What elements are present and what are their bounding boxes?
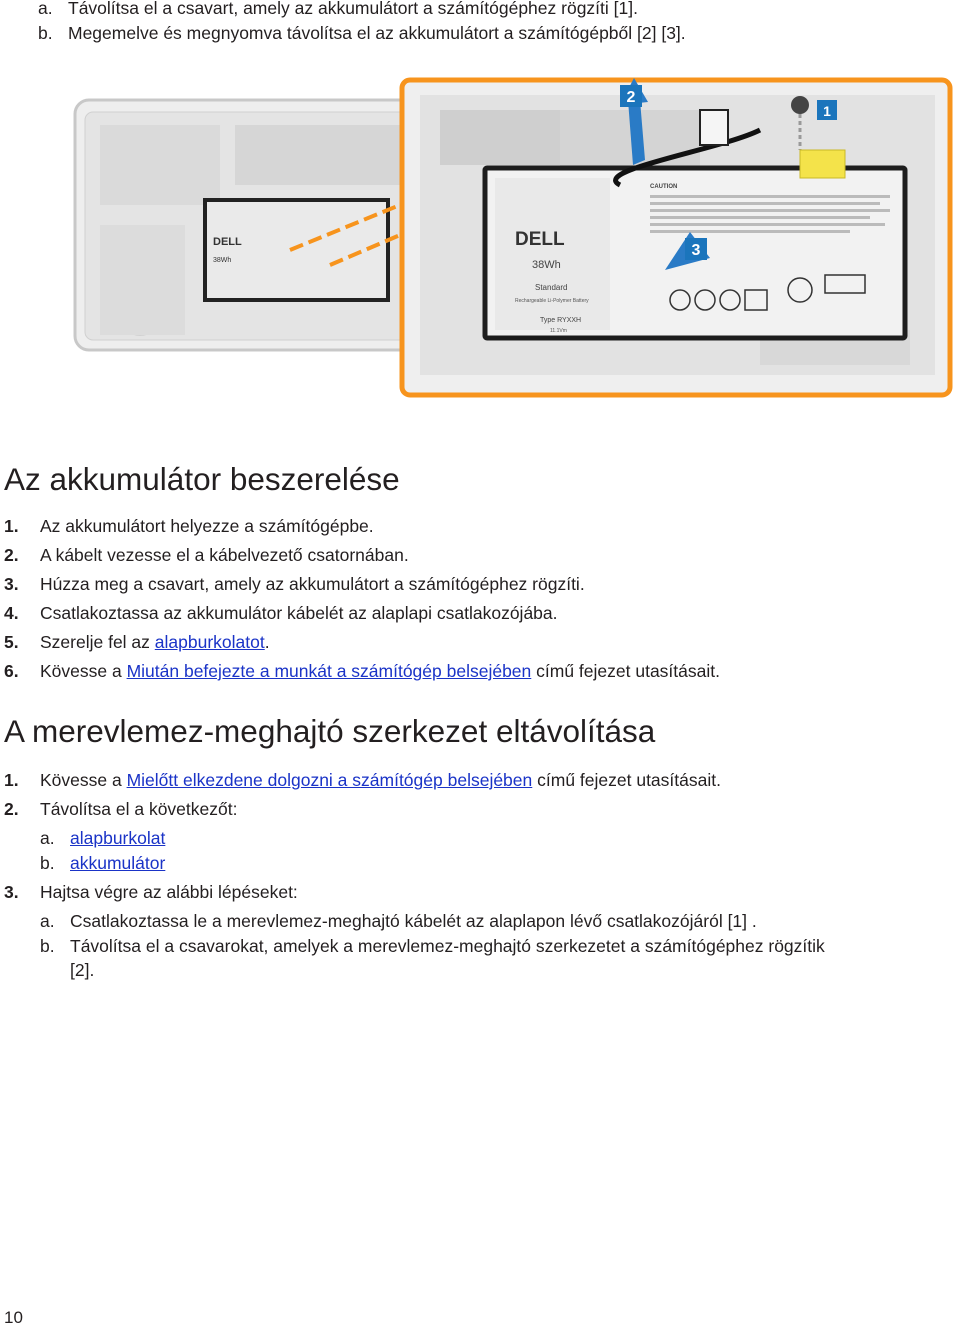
step-text: Távolítsa el a csavarokat, amelyek a merevlemez-meghajtó szerkezetet a számítógéphez rögzítik [70, 936, 825, 956]
sub-list-item [40, 852, 165, 874]
battery-standard: Standard [535, 283, 568, 292]
step-text: Szerelje fel az [40, 632, 155, 652]
list-item [4, 660, 720, 682]
list-item [4, 544, 409, 566]
list-item [4, 573, 585, 595]
step-text: Hajtsa végre az alábbi lépéseket: [40, 882, 298, 902]
list-item [4, 631, 270, 653]
step-text: Kövesse a [40, 661, 127, 681]
list-number: 5. [4, 632, 19, 652]
list-marker: a. [40, 828, 55, 848]
battery-brand: DELL [213, 236, 242, 248]
step-text: A kábelt vezesse el a kábelvezető csatornában. [40, 545, 409, 565]
step-text: című fejezet utasításait. [531, 661, 720, 681]
list-number: 1. [4, 770, 19, 790]
list-number: 2. [4, 545, 19, 565]
step-text: Távolítsa el a következőt: [40, 799, 238, 819]
battery-chemistry: Rechargeable Li-Polymer Battery [515, 298, 589, 304]
zoomed-detail [402, 80, 950, 395]
callout-label: 2 [626, 89, 636, 106]
list-item [4, 769, 721, 791]
list-marker: a. [38, 0, 53, 18]
list-item [4, 798, 237, 820]
link-base-cover[interactable]: alapburkolatot [154, 632, 265, 652]
list-number: 2. [4, 799, 19, 819]
section-heading: A merevlemez-meghajtó szerkezet eltávolítása [4, 713, 656, 749]
list-number: 3. [4, 574, 19, 594]
link-after-working[interactable]: Miután befejezte a munkát a számítógép belsejében [126, 661, 532, 681]
battery-brand: DELL [515, 229, 565, 250]
list-number: 4. [4, 603, 19, 623]
sub-list-item [40, 935, 825, 957]
step-text: [2]. [70, 960, 95, 980]
step-text: Csatlakoztassa az akkumulátor kábelét az alaplapi csatlakozójába. [40, 603, 558, 623]
step-text: Távolítsa el a csavart, amely az akkumulátort a számítógéphez rögzíti [1]. [68, 0, 638, 18]
list-marker: a. [40, 911, 55, 931]
link-battery[interactable]: akkumulátor [70, 853, 166, 873]
sub-list-item [40, 827, 165, 849]
step-text: Kövesse a [40, 770, 127, 790]
sub-list-item-continuation [70, 959, 94, 981]
step-text: . [264, 632, 270, 652]
step-text: című fejezet utasításait. [532, 770, 721, 790]
list-number: 3. [4, 882, 19, 902]
list-marker: b. [40, 936, 55, 956]
battery-voltage: 11.1Vm [550, 328, 567, 334]
battery-type: Type RYXXH [540, 317, 582, 324]
callout-label: 3 [691, 242, 701, 259]
page-number: 10 [4, 1308, 23, 1327]
sub-list-item [40, 910, 757, 932]
list-item [4, 515, 374, 537]
screw-icon [791, 96, 809, 114]
battery-removal-figure [0, 0, 960, 430]
battery-caution: CAUTION [650, 184, 678, 190]
list-number: 1. [4, 516, 19, 536]
cable-connector [700, 110, 728, 145]
callout-1 [817, 100, 837, 120]
step-text: Csatlakoztassa le a merevlemez-meghajtó kábelét az alaplapon lévő csatlakozójáról [1] . [70, 911, 757, 931]
link-base-cover[interactable]: alapburkolat [70, 828, 166, 848]
battery-capacity: 38Wh [532, 259, 561, 271]
step-text: Az akkumulátort helyezze a számítógépbe. [40, 516, 374, 536]
callout-label: 1 [823, 103, 831, 119]
battery-capacity: 38Wh [213, 257, 232, 264]
list-marker: b. [40, 853, 55, 873]
step-text: Megemelve és megnyomva távolítsa el az akkumulátort a számítógépből [2] [3]. [68, 23, 686, 43]
list-item [4, 881, 298, 903]
list-item [4, 602, 558, 624]
section-heading: Az akkumulátor beszerelése [4, 461, 400, 497]
link-before-working[interactable]: Mielőtt elkezdene dolgozni a számítógép belsejében [126, 770, 533, 790]
step-text: Húzza meg a csavart, amely az akkumulátort a számítógéphez rögzíti. [40, 574, 585, 594]
list-marker: b. [38, 23, 53, 43]
list-number: 6. [4, 661, 19, 681]
